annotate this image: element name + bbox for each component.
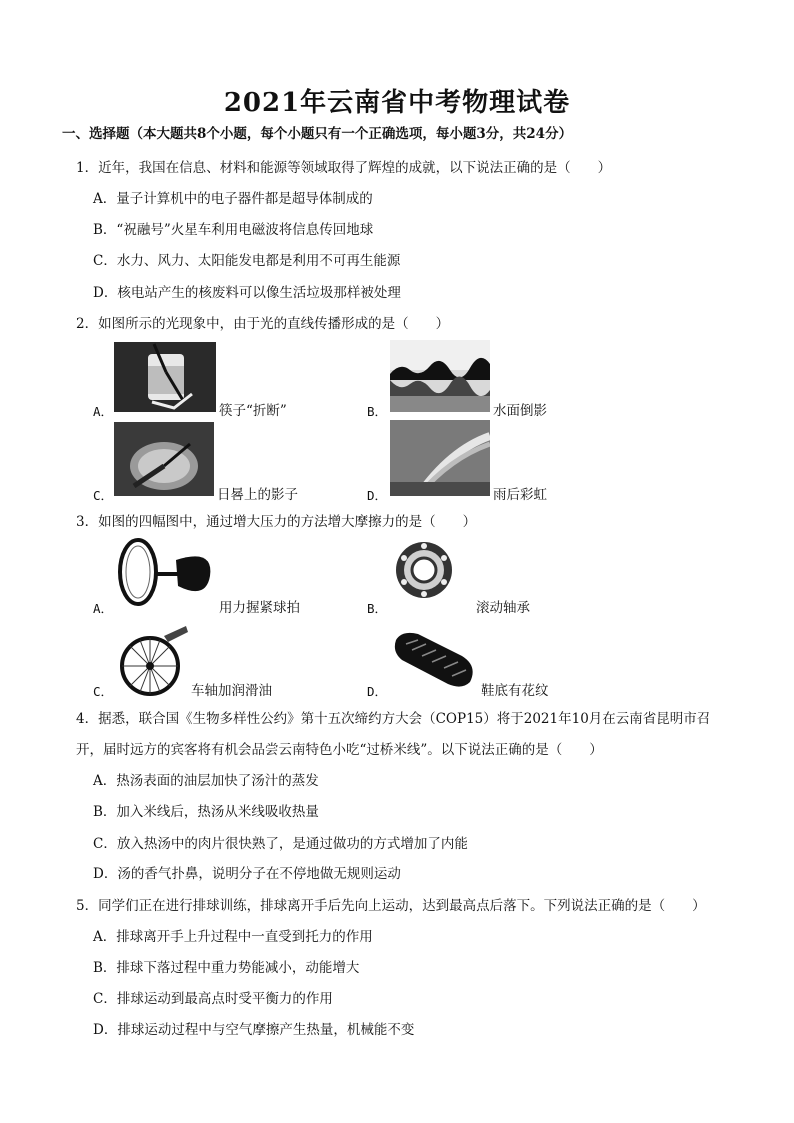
question-2-stem: 2．如图所示的光现象中，由于光的直线传播形成的是（ ）	[76, 316, 450, 332]
question-3-option-c-letter: C．	[93, 684, 114, 699]
question-1-option-d: D．核电站产生的核废料可以像生活垃圾那样被处理	[93, 285, 401, 301]
question-3-caption-d: 鞋底有花纹	[481, 683, 549, 699]
section-heading: 一、选择题（本大题共8个小题，每个小题只有一个正确选项，每小题3分，共24分）	[62, 126, 573, 142]
racket-grip-image	[114, 536, 214, 608]
question-5-option-d: D．排球运动过程中与空气摩擦产生热量，机械能不变	[93, 1022, 415, 1038]
ball-bearing-image	[392, 538, 456, 602]
question-3-option-b-letter: B．	[367, 601, 388, 616]
question-5-option-b: B．排球下落过程中重力势能减小，动能增大	[93, 960, 360, 976]
question-3-caption-a: 用力握紧球拍	[219, 600, 300, 616]
question-2-option-d-letter: D．	[367, 488, 388, 503]
question-4-option-a: A．热汤表面的油层加快了汤汁的蒸发	[93, 773, 319, 789]
question-3-stem: 3．如图的四幅图中，通过增大压力的方法增大摩擦力的是（ ）	[76, 514, 477, 530]
question-2-caption-a: 筷子“折断”	[219, 403, 287, 419]
question-3-caption-b: 滚动轴承	[476, 600, 530, 616]
question-5-stem: 5．同学们正在进行排球训练，排球离开手后先向上运动，达到最高点后落下。下列说法正确的是（ ）	[76, 898, 706, 914]
question-4-stem-line-2: 开，届时远方的宾客将有机会品尝云南特色小吃“过桥米线”。以下说法正确的是（ ）	[76, 742, 603, 758]
question-3-option-a-letter: A．	[93, 601, 114, 616]
question-4-option-b: B．加入米线后，热汤从米线吸收热量	[93, 804, 319, 820]
question-4-option-d: D．汤的香气扑鼻，说明分子在不停地做无规则运动	[93, 866, 401, 882]
question-4-stem-line-1: 4．据悉，联合国《生物多样性公约》第十五次缔约方大会（COP15）将于2021年10月在云南省昆明市召	[76, 711, 711, 727]
bicycle-wheel-oiling-image	[114, 622, 192, 698]
question-1-option-b: B．“祝融号”火星车利用电磁波将信息传回地球	[93, 222, 374, 238]
question-2-option-a-letter: A．	[93, 404, 114, 419]
question-2-caption-d: 雨后彩虹	[493, 487, 547, 503]
shoe-sole-image	[392, 626, 478, 690]
chopsticks-in-water-image	[114, 342, 216, 412]
page-title: 2021年云南省中考物理试卷	[223, 88, 571, 118]
sundial-shadow-image	[114, 422, 214, 496]
question-1-option-a: A．量子计算机中的电子器件都是超导体制成的	[93, 191, 373, 207]
question-3-option-d-letter: D．	[367, 684, 388, 699]
question-5-option-a: A．排球离开手上升过程中一直受到托力的作用	[93, 929, 373, 945]
question-2-option-c-letter: C．	[93, 488, 114, 503]
question-3-caption-c: 车轴加润滑油	[191, 683, 272, 699]
question-1-option-c: C．水力、风力、太阳能发电都是利用不可再生能源	[93, 253, 401, 269]
question-2-caption-c: 日晷上的影子	[217, 487, 298, 503]
question-4-option-c: C．放入热汤中的肉片很快熟了，是通过做功的方式增加了内能	[93, 836, 468, 852]
water-reflection-image	[390, 340, 490, 412]
question-5-option-c: C．排球运动到最高点时受平衡力的作用	[93, 991, 333, 1007]
question-2-option-b-letter: B．	[367, 404, 388, 419]
rainbow-image	[390, 420, 490, 496]
question-2-caption-b: 水面倒影	[493, 403, 547, 419]
question-1-stem: 1．近年，我国在信息、材料和能源等领域取得了辉煌的成就，以下说法正确的是（ ）	[76, 160, 612, 176]
